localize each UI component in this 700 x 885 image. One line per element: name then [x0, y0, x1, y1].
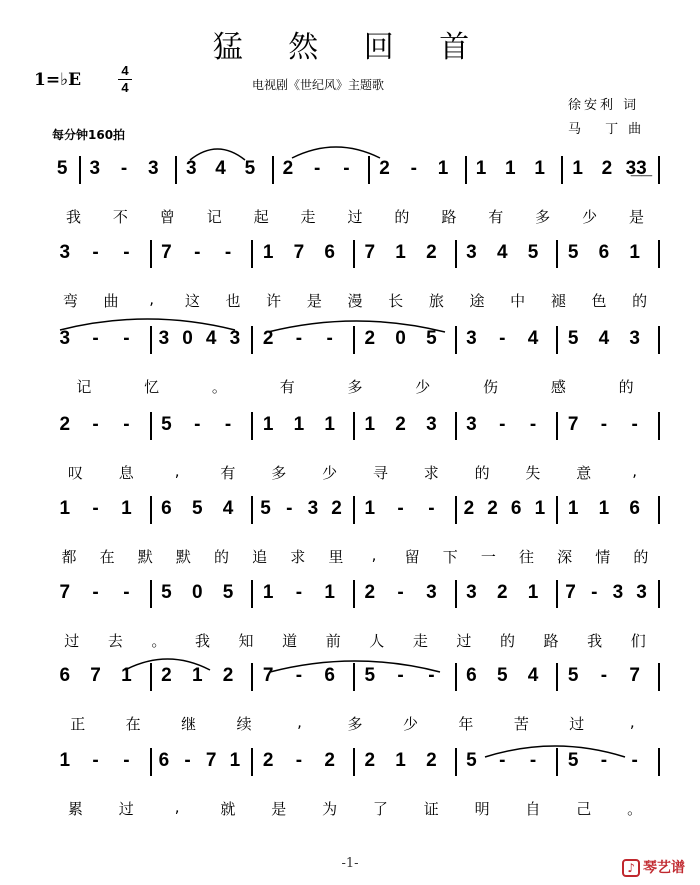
watermark-text: 琴艺谱 — [643, 860, 685, 876]
lyric-char: 感 — [550, 378, 566, 396]
note: 3 — [307, 498, 319, 519]
note: - — [343, 158, 350, 179]
note: 5 — [567, 665, 579, 686]
lyric-char: 息 — [118, 464, 134, 482]
lyric-char: 的 — [474, 464, 490, 482]
note: - — [224, 242, 232, 263]
note: 7 — [567, 414, 579, 435]
lyric-char: 求 — [423, 464, 439, 482]
note: 1 — [534, 158, 545, 179]
lyric-char: 续 — [236, 715, 252, 733]
note: 1 — [629, 242, 640, 263]
lyric-char: 曾 — [159, 208, 175, 226]
slur — [485, 746, 625, 757]
note: 6 — [158, 750, 170, 771]
note: 2 — [601, 158, 613, 179]
note: 4 — [205, 328, 217, 349]
lyric-char: , — [629, 713, 635, 731]
lyric-char: 往 — [519, 548, 535, 566]
note: - — [120, 158, 128, 179]
lyric-char: 为 — [322, 800, 338, 818]
lyric-char: 自 — [525, 800, 541, 818]
note: 1 — [395, 750, 406, 771]
lyric-char: 的 — [633, 548, 649, 566]
note: 5 — [426, 328, 437, 349]
note: - — [224, 414, 232, 435]
note: - — [600, 665, 608, 686]
lyric-char: 都 — [61, 548, 77, 566]
lyric-char: 少 — [402, 715, 418, 733]
note: 0 — [182, 328, 193, 349]
lyric-char: 伤 — [483, 378, 499, 396]
note: - — [428, 498, 435, 519]
note: 1 — [59, 750, 71, 771]
note: 3 — [612, 582, 624, 603]
lyric-char: , — [632, 462, 637, 480]
note: 3 — [59, 328, 71, 349]
lyric-char: 少 — [322, 464, 338, 482]
lyric-char: , — [371, 546, 377, 564]
note: 7 — [59, 582, 71, 603]
note: 2 — [496, 582, 508, 603]
lyric-char: 年 — [458, 715, 474, 733]
slur — [268, 321, 445, 332]
lyric-char: 证 — [423, 800, 439, 818]
note: 5 — [161, 582, 172, 603]
lyric-char: 道 — [282, 632, 298, 650]
note: 4 — [598, 328, 610, 349]
lyric-char: 的 — [632, 292, 648, 310]
lyric-char: 人 — [369, 632, 385, 650]
lyric-char: 许 — [266, 292, 282, 310]
slur — [292, 147, 380, 158]
lyric-char: 走 — [412, 632, 428, 650]
lyric-char: 漫 — [347, 292, 363, 310]
lyric-char: 己 — [576, 800, 592, 818]
note: 1 — [293, 414, 305, 435]
slur — [270, 661, 440, 672]
lyric-char: 过 — [456, 632, 472, 650]
lyric-char: 路 — [543, 632, 559, 650]
note: 5 — [567, 750, 579, 771]
note: - — [295, 750, 303, 771]
lyric-char: 失 — [525, 464, 541, 482]
lyric-char: 默 — [137, 548, 153, 566]
note: 3 — [636, 582, 647, 603]
lyric-char: 情 — [595, 548, 611, 566]
time-sig-top: 4 — [121, 63, 129, 78]
lyric-char: 有 — [220, 464, 236, 482]
lyric-char: 。 — [211, 378, 227, 396]
note: 7 — [565, 582, 576, 603]
lyric-char: 叹 — [67, 464, 83, 482]
note: - — [92, 242, 99, 263]
note: - — [326, 328, 333, 349]
page-number: -1- — [341, 856, 359, 871]
note: 6 — [59, 665, 71, 686]
lyric-char: , — [174, 462, 180, 480]
note: 3 — [466, 328, 477, 349]
lyric-char: 过 — [64, 632, 80, 650]
note: - — [499, 750, 506, 771]
note: 1 — [229, 750, 241, 771]
note: - — [92, 750, 99, 771]
note: 3 — [466, 414, 477, 435]
note: - — [529, 414, 537, 435]
note: - — [397, 665, 404, 686]
note: 4 — [496, 242, 508, 263]
lyric-char: 少 — [582, 208, 598, 226]
lyric-char: 有 — [279, 378, 295, 396]
note: 6 — [629, 498, 640, 519]
lyric-char: 在 — [99, 548, 115, 566]
lyric-char: 多 — [271, 464, 287, 482]
lyric-char: 下 — [442, 548, 458, 566]
note: - — [428, 665, 435, 686]
note: - — [184, 750, 191, 771]
note: - — [631, 750, 638, 771]
lyric-char: 记 — [206, 208, 222, 226]
note: - — [92, 328, 99, 349]
note: 6 — [510, 498, 522, 519]
lyric-char: 中 — [510, 292, 526, 310]
slur — [125, 659, 210, 670]
note: - — [92, 414, 99, 435]
lyric-char: 求 — [290, 548, 306, 566]
note: 5 — [260, 498, 271, 519]
note: 6 — [324, 665, 335, 686]
note: - — [92, 498, 99, 519]
note: 7 — [262, 665, 274, 686]
note: 2 — [161, 665, 172, 686]
note: 3 — [629, 328, 640, 349]
note: 2 — [324, 750, 335, 771]
lyric-char: 的 — [499, 632, 515, 650]
lyric-char: 途 — [469, 292, 485, 310]
note: - — [194, 242, 201, 263]
note: 2 — [379, 158, 390, 179]
note: 5 — [567, 328, 579, 349]
lyric-char: 苦 — [513, 715, 529, 733]
lyric-char: 过 — [347, 208, 363, 226]
lyric-char: 们 — [630, 632, 646, 650]
note: 2 — [364, 582, 376, 603]
watermark-logo — [622, 857, 688, 877]
lyric-char: 是 — [306, 292, 322, 310]
note: 4 — [527, 665, 539, 686]
lyric-char: 的 — [394, 208, 410, 226]
lyric-char: 过 — [569, 715, 585, 733]
note: - — [295, 582, 303, 603]
lyric-char: 累 — [67, 800, 83, 818]
note: 1 — [475, 158, 487, 179]
note: 3 — [158, 328, 170, 349]
note: - — [410, 158, 417, 179]
note: 4 — [222, 498, 234, 519]
lyric-char: 了 — [372, 800, 388, 818]
lyric-char: 里 — [328, 548, 344, 566]
note: 0 — [191, 582, 203, 603]
lyric-char: 我 — [194, 632, 210, 650]
note: 2 — [364, 750, 376, 771]
note: - — [295, 328, 303, 349]
note: - — [397, 582, 404, 603]
lyric-char: 有 — [488, 208, 504, 226]
note: 3 — [186, 158, 197, 179]
note: 1 — [505, 158, 516, 179]
composer: 马 丁曲 — [568, 122, 652, 137]
lyric-char: , — [174, 798, 180, 816]
note: - — [295, 665, 303, 686]
note: 5 — [567, 242, 579, 263]
note: 5 — [56, 158, 68, 179]
note: 6 — [598, 242, 610, 263]
note: - — [123, 242, 130, 263]
note: 5 — [496, 665, 508, 686]
lyric-char: 。 — [627, 800, 643, 818]
note: 1 — [534, 498, 546, 519]
note: 4 — [215, 158, 226, 179]
note: - — [631, 414, 638, 435]
note: 2 — [222, 665, 234, 686]
note: - — [123, 582, 130, 603]
note: 2 — [364, 328, 376, 349]
lyric-char: 留 — [404, 548, 420, 566]
lyric-char: 弯 — [62, 292, 78, 310]
tempo-marking: 每分钟160拍 — [52, 128, 126, 142]
note: 1 — [324, 414, 335, 435]
lyric-char: 是 — [271, 800, 287, 818]
lyric-char: 追 — [252, 548, 268, 566]
note: 1 — [191, 665, 203, 686]
lyric-char: 意 — [576, 464, 592, 482]
note: - — [123, 750, 130, 771]
note: 5 — [191, 498, 203, 519]
note: 7 — [364, 242, 376, 263]
note: 1 — [527, 582, 539, 603]
lyric-char: 色 — [591, 292, 607, 310]
note: 1 — [262, 242, 274, 263]
lyric-char: 去 — [107, 632, 123, 650]
note: 2 — [282, 158, 294, 179]
note: - — [600, 414, 608, 435]
note: 1 — [572, 158, 583, 179]
note: 5 — [527, 242, 539, 263]
note: 6 — [324, 242, 335, 263]
lyric-char: 走 — [300, 208, 316, 226]
note: - — [123, 414, 130, 435]
lyric-char: 也 — [225, 292, 241, 310]
note: 7 — [629, 665, 640, 686]
note: 6 — [161, 498, 172, 519]
note: 1 — [437, 158, 449, 179]
note: - — [591, 582, 598, 603]
logo-icon: ♪ — [622, 859, 640, 877]
note: - — [286, 498, 293, 519]
lyric-char: 明 — [474, 800, 490, 818]
note: 1 — [324, 582, 335, 603]
note: 2 — [487, 498, 498, 519]
time-sig-bottom: 4 — [121, 80, 129, 95]
note: 1 — [395, 242, 406, 263]
note: - — [194, 414, 201, 435]
lyric-char: 寻 — [372, 464, 388, 482]
lyric-char: 我 — [587, 632, 603, 650]
subtitle: 电视剧《世纪风》主题歌 — [252, 78, 385, 92]
note: 2 — [59, 414, 71, 435]
note: 7 — [90, 665, 101, 686]
note: - — [314, 158, 321, 179]
note: 7 — [161, 242, 172, 263]
note: - — [92, 582, 99, 603]
note: 6 — [466, 665, 477, 686]
lyric-char: , — [297, 713, 302, 731]
lyric-char: 是 — [629, 208, 645, 226]
lyric-char: 就 — [220, 800, 236, 818]
note: 3 — [466, 582, 477, 603]
note: 1 — [598, 498, 610, 519]
note: 0 — [395, 328, 406, 349]
lyric-char: 深 — [557, 548, 573, 566]
lyric-char: 知 — [238, 632, 254, 650]
note: 3̲3̲ — [625, 158, 647, 179]
lyric-char: 继 — [181, 715, 197, 733]
note: 5 — [466, 750, 477, 771]
lyric-char: 多 — [535, 208, 551, 226]
lyric-char: 一 — [480, 548, 496, 566]
lyric-char: 褪 — [550, 292, 566, 310]
lyric-char: 正 — [70, 715, 86, 733]
lyric-char: , — [149, 290, 155, 308]
lyric-char: 前 — [325, 632, 341, 650]
note: 1 — [567, 498, 579, 519]
note: 2 — [262, 750, 274, 771]
note: - — [600, 750, 608, 771]
lyric-char: 旅 — [428, 292, 444, 310]
note: - — [123, 328, 130, 349]
lyric-char: 起 — [253, 208, 269, 226]
note: 5 — [364, 665, 376, 686]
note: 1 — [364, 414, 376, 435]
note: 5 — [161, 414, 172, 435]
note: 3 — [466, 242, 477, 263]
note: 1 — [364, 498, 376, 519]
lyric-char: 路 — [441, 208, 457, 226]
slur — [190, 149, 245, 160]
note: 1 — [59, 498, 71, 519]
note: 3 — [426, 414, 437, 435]
note: 3 — [89, 158, 101, 179]
song-title: 猛 然 回 首 — [212, 30, 488, 65]
lyric-char: 这 — [184, 292, 200, 310]
note: 1 — [121, 665, 132, 686]
note: - — [499, 414, 506, 435]
key-text: 1=♭E — [34, 70, 82, 90]
slur — [60, 319, 235, 330]
note: 5 — [222, 582, 234, 603]
lyricist: 徐安利 词 — [568, 98, 640, 113]
note: 1 — [121, 498, 132, 519]
lyric-char: 在 — [125, 715, 141, 733]
note: 2 — [395, 414, 406, 435]
lyric-char: 的 — [618, 378, 634, 396]
lyric-char: 曲 — [103, 292, 119, 310]
lyric-char: 少 — [415, 378, 431, 396]
lyric-char: 我 — [65, 208, 81, 226]
note: 5 — [244, 158, 256, 179]
lyric-char: 记 — [76, 378, 92, 396]
note: 7 — [293, 242, 305, 263]
lyric-char: 长 — [388, 292, 404, 310]
note: 2 — [331, 498, 342, 519]
note: 1 — [262, 414, 274, 435]
note: - — [529, 750, 537, 771]
lyric-char: 默 — [175, 548, 191, 566]
note: 2 — [262, 328, 274, 349]
note: 3 — [147, 158, 159, 179]
note: - — [397, 498, 404, 519]
note: 3 — [59, 242, 71, 263]
lyric-char: 忆 — [144, 378, 160, 396]
note: 3 — [229, 328, 241, 349]
lyric-char: 过 — [118, 800, 134, 818]
note: 2 — [426, 750, 437, 771]
lyric-char: 多 — [347, 378, 363, 396]
note: 3 — [426, 582, 437, 603]
lyric-char: 多 — [347, 715, 363, 733]
lyric-char: 不 — [112, 208, 128, 226]
note: 4 — [527, 328, 539, 349]
note: 2 — [463, 498, 475, 519]
lyric-char: 的 — [214, 548, 230, 566]
note: 1 — [262, 582, 274, 603]
note: 2 — [426, 242, 437, 263]
note: - — [499, 328, 506, 349]
lyric-char: 。 — [151, 632, 167, 650]
note: 7 — [205, 750, 217, 771]
